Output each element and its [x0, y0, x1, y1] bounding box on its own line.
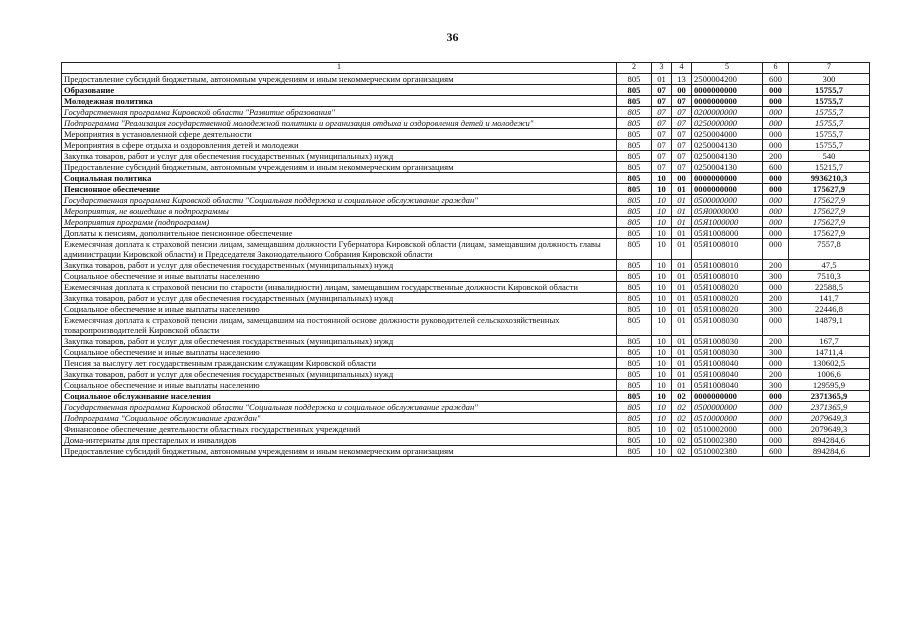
- row-subsection-cell: 07: [672, 118, 692, 129]
- row-section-cell: 10: [652, 217, 672, 228]
- row-code-grbs-cell: 805: [617, 173, 652, 184]
- row-amount-cell: 15755,7: [789, 96, 870, 107]
- table-row: [62, 380, 870, 391]
- row-code-grbs-cell: 805: [617, 228, 652, 239]
- row-subsection-cell: 01: [672, 336, 692, 347]
- row-expense-type-cell: 000: [763, 228, 789, 239]
- row-target-article-cell: 05Я1008040: [692, 380, 763, 391]
- row-subsection-cell: 01: [672, 206, 692, 217]
- row-code-grbs-cell: 805: [617, 315, 652, 336]
- row-subsection-cell: 01: [672, 271, 692, 282]
- table-row: [62, 96, 870, 107]
- table-row: [62, 424, 870, 435]
- row-name-cell: Социальное обеспечение и иные выплаты населению: [62, 271, 617, 282]
- row-subsection-cell: 07: [672, 129, 692, 140]
- row-expense-type-cell: 200: [763, 369, 789, 380]
- header-cell: 4: [672, 63, 692, 74]
- table-row: [62, 162, 870, 173]
- row-target-article-cell: 0250004000: [692, 129, 763, 140]
- table-row: [62, 282, 870, 293]
- row-amount-cell: 15755,7: [789, 140, 870, 151]
- row-expense-type-cell: 600: [763, 162, 789, 173]
- row-section-cell: 10: [652, 173, 672, 184]
- row-name-cell: Государственная программа Кировской области "Развитие образования": [62, 107, 617, 118]
- table-row: [62, 260, 870, 271]
- row-target-article-cell: 05Я1008030: [692, 336, 763, 347]
- row-subsection-cell: 07: [672, 96, 692, 107]
- row-amount-cell: 2079649,3: [789, 413, 870, 424]
- row-section-cell: 10: [652, 424, 672, 435]
- row-subsection-cell: 01: [672, 358, 692, 369]
- row-name-cell: Государственная программа Кировской области "Социальная поддержка и социальное обслуживание граждан": [62, 402, 617, 413]
- row-amount-cell: 894284,6: [789, 446, 870, 457]
- row-target-article-cell: 0510000000: [692, 413, 763, 424]
- row-amount-cell: 22588,5: [789, 282, 870, 293]
- row-subsection-cell: 01: [672, 260, 692, 271]
- row-code-grbs-cell: 805: [617, 435, 652, 446]
- row-amount-cell: 15755,7: [789, 107, 870, 118]
- row-amount-cell: 130602,5: [789, 358, 870, 369]
- row-name-cell: Мероприятия в сфере отдыха и оздоровления детей и молодежи: [62, 140, 617, 151]
- row-name-cell: Закупка товаров, работ и услуг для обеспечения государственных (муниципальных) нужд: [62, 336, 617, 347]
- row-name-cell: Мероприятия в установленной сфере деятельности: [62, 129, 617, 140]
- row-code-grbs-cell: 805: [617, 140, 652, 151]
- table-row: [62, 446, 870, 457]
- row-name-cell: Дома-интернаты для престарелых и инвалидов: [62, 435, 617, 446]
- row-name-cell: Пенсия за выслугу лет государственным гражданским служащим Кировской области: [62, 358, 617, 369]
- row-section-cell: 07: [652, 96, 672, 107]
- row-amount-cell: 300: [789, 74, 870, 85]
- row-target-article-cell: 05Я1008010: [692, 271, 763, 282]
- row-name-cell: Доплаты к пенсиям, дополнительное пенсионное обеспечение: [62, 228, 617, 239]
- row-section-cell: 10: [652, 184, 672, 195]
- row-section-cell: 10: [652, 347, 672, 358]
- row-expense-type-cell: 000: [763, 435, 789, 446]
- row-expense-type-cell: 300: [763, 304, 789, 315]
- table-row: [62, 151, 870, 162]
- row-code-grbs-cell: 805: [617, 358, 652, 369]
- row-expense-type-cell: 300: [763, 380, 789, 391]
- row-target-article-cell: 0250004130: [692, 162, 763, 173]
- table-row: [62, 140, 870, 151]
- row-amount-cell: 15755,7: [789, 129, 870, 140]
- row-expense-type-cell: 000: [763, 184, 789, 195]
- table-row: [62, 195, 870, 206]
- row-target-article-cell: 05Я1000000: [692, 217, 763, 228]
- row-code-grbs-cell: 805: [617, 347, 652, 358]
- row-code-grbs-cell: 805: [617, 391, 652, 402]
- row-name-cell: Молодежная политика: [62, 96, 617, 107]
- row-subsection-cell: 00: [672, 173, 692, 184]
- row-section-cell: 10: [652, 195, 672, 206]
- row-section-cell: 10: [652, 239, 672, 260]
- row-target-article-cell: 0510002380: [692, 435, 763, 446]
- row-expense-type-cell: 000: [763, 413, 789, 424]
- row-target-article-cell: 0000000000: [692, 85, 763, 96]
- row-amount-cell: 47,5: [789, 260, 870, 271]
- row-name-cell: Предоставление субсидий бюджетным, автономным учреждениям и иным некоммерческим организациям: [62, 446, 617, 457]
- header-cell: 3: [652, 63, 672, 74]
- table-row: [62, 315, 870, 336]
- row-section-cell: 10: [652, 369, 672, 380]
- row-code-grbs-cell: 805: [617, 206, 652, 217]
- row-section-cell: 10: [652, 260, 672, 271]
- row-target-article-cell: 05Я0000000: [692, 206, 763, 217]
- row-target-article-cell: 05Я1008020: [692, 304, 763, 315]
- row-amount-cell: 2371365,9: [789, 391, 870, 402]
- row-code-grbs-cell: 805: [617, 162, 652, 173]
- row-target-article-cell: 0510002000: [692, 424, 763, 435]
- row-code-grbs-cell: 805: [617, 239, 652, 260]
- row-name-cell: Социальное обеспечение и иные выплаты населению: [62, 347, 617, 358]
- row-code-grbs-cell: 805: [617, 424, 652, 435]
- row-subsection-cell: 02: [672, 435, 692, 446]
- row-target-article-cell: 0250000000: [692, 118, 763, 129]
- row-expense-type-cell: 300: [763, 347, 789, 358]
- row-name-cell: Ежемесячная доплата к страховой пенсии лицам, замещавшим должности Губернатора Кировской области (лицам, замещавшим должность главы администрации Кировской области) и Председателя Законодательного Собрания Кировской области: [62, 239, 617, 260]
- row-section-cell: 07: [652, 140, 672, 151]
- row-expense-type-cell: 000: [763, 239, 789, 260]
- row-subsection-cell: 07: [672, 107, 692, 118]
- row-expense-type-cell: 200: [763, 293, 789, 304]
- row-amount-cell: 540: [789, 151, 870, 162]
- row-amount-cell: 14879,1: [789, 315, 870, 336]
- header-cell: 7: [789, 63, 870, 74]
- row-name-cell: Ежемесячная доплата к страховой пенсии лицам, замещавшим на постоянной основе должности руководителей сельскохозяйственных товаропроизводителей Кировской области: [62, 315, 617, 336]
- row-amount-cell: 141,7: [789, 293, 870, 304]
- table-row: [62, 118, 870, 129]
- table-row: [62, 358, 870, 369]
- row-name-cell: Образование: [62, 85, 617, 96]
- table-row: [62, 184, 870, 195]
- header-cell: 5: [692, 63, 763, 74]
- row-target-article-cell: 0250004130: [692, 151, 763, 162]
- row-section-cell: 10: [652, 336, 672, 347]
- row-name-cell: Мероприятия, не вошедшие в подпрограммы: [62, 206, 617, 217]
- row-amount-cell: 167,7: [789, 336, 870, 347]
- row-target-article-cell: 0000000000: [692, 391, 763, 402]
- header-cell: 1: [62, 63, 617, 74]
- row-expense-type-cell: 000: [763, 217, 789, 228]
- row-expense-type-cell: 000: [763, 402, 789, 413]
- row-amount-cell: 175627,9: [789, 217, 870, 228]
- row-name-cell: Подпрограмма "Социальное обслуживание граждан": [62, 413, 617, 424]
- row-amount-cell: 15755,7: [789, 85, 870, 96]
- row-expense-type-cell: 000: [763, 195, 789, 206]
- row-name-cell: Закупка товаров, работ и услуг для обеспечения государственных (муниципальных) нужд: [62, 151, 617, 162]
- table-row: [62, 173, 870, 184]
- row-code-grbs-cell: 805: [617, 151, 652, 162]
- table-row: [62, 228, 870, 239]
- row-name-cell: Закупка товаров, работ и услуг для обеспечения государственных (муниципальных) нужд: [62, 293, 617, 304]
- row-target-article-cell: 2500004200: [692, 74, 763, 85]
- row-subsection-cell: 02: [672, 402, 692, 413]
- row-section-cell: 07: [652, 107, 672, 118]
- row-expense-type-cell: 600: [763, 446, 789, 457]
- row-code-grbs-cell: 805: [617, 195, 652, 206]
- row-expense-type-cell: 000: [763, 129, 789, 140]
- row-name-cell: Подпрограмма "Реализация государственной молодежной политики и организация отдыха и оздоровления детей и молодежи": [62, 118, 617, 129]
- table-row: [62, 369, 870, 380]
- row-name-cell: Закупка товаров, работ и услуг для обеспечения государственных (муниципальных) нужд: [62, 260, 617, 271]
- row-section-cell: 10: [652, 271, 672, 282]
- row-code-grbs-cell: 805: [617, 380, 652, 391]
- table-row: [62, 74, 870, 85]
- table-row: [62, 304, 870, 315]
- row-section-cell: 10: [652, 435, 672, 446]
- row-code-grbs-cell: 805: [617, 107, 652, 118]
- row-subsection-cell: 01: [672, 239, 692, 260]
- row-expense-type-cell: 000: [763, 206, 789, 217]
- header-cell: 6: [763, 63, 789, 74]
- table-header-row: [62, 63, 870, 74]
- row-expense-type-cell: 000: [763, 424, 789, 435]
- row-section-cell: 10: [652, 228, 672, 239]
- row-subsection-cell: 01: [672, 347, 692, 358]
- row-code-grbs-cell: 805: [617, 304, 652, 315]
- row-section-cell: 10: [652, 293, 672, 304]
- row-target-article-cell: 0510002380: [692, 446, 763, 457]
- row-target-article-cell: 05Я1008040: [692, 358, 763, 369]
- budget-table: [61, 62, 870, 457]
- row-name-cell: Социальное обслуживание населения: [62, 391, 617, 402]
- row-section-cell: 07: [652, 151, 672, 162]
- table-row: [62, 206, 870, 217]
- row-amount-cell: 14711,4: [789, 347, 870, 358]
- row-code-grbs-cell: 805: [617, 282, 652, 293]
- row-amount-cell: 894284,6: [789, 435, 870, 446]
- table-row: [62, 435, 870, 446]
- row-name-cell: Предоставление субсидий бюджетным, автономным учреждениям и иным некоммерческим организациям: [62, 162, 617, 173]
- row-code-grbs-cell: 805: [617, 402, 652, 413]
- row-code-grbs-cell: 805: [617, 184, 652, 195]
- row-subsection-cell: 07: [672, 151, 692, 162]
- row-expense-type-cell: 000: [763, 282, 789, 293]
- row-code-grbs-cell: 805: [617, 129, 652, 140]
- row-section-cell: 01: [652, 74, 672, 85]
- row-subsection-cell: 01: [672, 217, 692, 228]
- row-amount-cell: 2371365,9: [789, 402, 870, 413]
- table-row: [62, 347, 870, 358]
- row-target-article-cell: 05Я1008030: [692, 315, 763, 336]
- row-expense-type-cell: 600: [763, 74, 789, 85]
- row-subsection-cell: 01: [672, 315, 692, 336]
- row-subsection-cell: 07: [672, 162, 692, 173]
- row-amount-cell: 9936210,3: [789, 173, 870, 184]
- table-row: [62, 107, 870, 118]
- header-cell: 2: [617, 63, 652, 74]
- row-amount-cell: 175627,9: [789, 228, 870, 239]
- row-amount-cell: 7510,3: [789, 271, 870, 282]
- row-section-cell: 07: [652, 85, 672, 96]
- row-amount-cell: 7557,8: [789, 239, 870, 260]
- row-subsection-cell: 01: [672, 195, 692, 206]
- table-row: [62, 402, 870, 413]
- row-code-grbs-cell: 805: [617, 413, 652, 424]
- row-subsection-cell: 00: [672, 85, 692, 96]
- row-code-grbs-cell: 805: [617, 260, 652, 271]
- row-code-grbs-cell: 805: [617, 336, 652, 347]
- row-code-grbs-cell: 805: [617, 217, 652, 228]
- row-expense-type-cell: 200: [763, 260, 789, 271]
- row-code-grbs-cell: 805: [617, 85, 652, 96]
- row-amount-cell: 2079649,3: [789, 424, 870, 435]
- row-subsection-cell: 02: [672, 391, 692, 402]
- row-amount-cell: 175627,9: [789, 195, 870, 206]
- table-row: [62, 413, 870, 424]
- table-row: [62, 336, 870, 347]
- table-row: [62, 271, 870, 282]
- row-subsection-cell: 02: [672, 424, 692, 435]
- row-target-article-cell: 0500000000: [692, 195, 763, 206]
- table-row: [62, 217, 870, 228]
- row-name-cell: Пенсионное обеспечение: [62, 184, 617, 195]
- row-section-cell: 07: [652, 118, 672, 129]
- row-name-cell: Ежемесячная доплата к страховой пенсии по старости (инвалидности) лицам, замещавшим государственные должности Кировской области: [62, 282, 617, 293]
- row-code-grbs-cell: 805: [617, 118, 652, 129]
- row-section-cell: 10: [652, 413, 672, 424]
- row-code-grbs-cell: 805: [617, 74, 652, 85]
- row-target-article-cell: 0000000000: [692, 173, 763, 184]
- table-row: [62, 239, 870, 260]
- budget-table-body: [62, 63, 870, 457]
- row-code-grbs-cell: 805: [617, 271, 652, 282]
- row-target-article-cell: 05Я1008020: [692, 293, 763, 304]
- row-amount-cell: 15755,7: [789, 118, 870, 129]
- row-subsection-cell: 01: [672, 293, 692, 304]
- row-amount-cell: 175627,9: [789, 206, 870, 217]
- row-section-cell: 10: [652, 206, 672, 217]
- row-subsection-cell: 07: [672, 140, 692, 151]
- row-subsection-cell: 01: [672, 282, 692, 293]
- row-target-article-cell: 05Я1008010: [692, 260, 763, 271]
- row-expense-type-cell: 200: [763, 151, 789, 162]
- row-code-grbs-cell: 805: [617, 369, 652, 380]
- table-row: [62, 85, 870, 96]
- row-amount-cell: 15215,7: [789, 162, 870, 173]
- row-expense-type-cell: 000: [763, 85, 789, 96]
- row-subsection-cell: 01: [672, 184, 692, 195]
- row-name-cell: Финансовое обеспечение деятельности областных государственных учреждений: [62, 424, 617, 435]
- row-expense-type-cell: 000: [763, 96, 789, 107]
- row-section-cell: 10: [652, 315, 672, 336]
- row-target-article-cell: 05Я1008020: [692, 282, 763, 293]
- row-expense-type-cell: 000: [763, 118, 789, 129]
- row-target-article-cell: 05Я1008040: [692, 369, 763, 380]
- row-amount-cell: 175627,9: [789, 184, 870, 195]
- row-subsection-cell: 01: [672, 380, 692, 391]
- row-section-cell: 10: [652, 402, 672, 413]
- row-section-cell: 10: [652, 304, 672, 315]
- row-subsection-cell: 01: [672, 228, 692, 239]
- row-target-article-cell: 0000000000: [692, 96, 763, 107]
- row-target-article-cell: 05Я1008030: [692, 347, 763, 358]
- row-target-article-cell: 0250004130: [692, 140, 763, 151]
- row-expense-type-cell: 000: [763, 315, 789, 336]
- row-section-cell: 07: [652, 129, 672, 140]
- row-expense-type-cell: 000: [763, 173, 789, 184]
- table-row: [62, 391, 870, 402]
- row-name-cell: Закупка товаров, работ и услуг для обеспечения государственных (муниципальных) нужд: [62, 369, 617, 380]
- row-target-article-cell: 05Я1008000: [692, 228, 763, 239]
- row-target-article-cell: 0200000000: [692, 107, 763, 118]
- row-subsection-cell: 02: [672, 413, 692, 424]
- row-code-grbs-cell: 805: [617, 293, 652, 304]
- row-subsection-cell: 02: [672, 446, 692, 457]
- row-section-cell: 10: [652, 391, 672, 402]
- table-row: [62, 129, 870, 140]
- row-code-grbs-cell: 805: [617, 446, 652, 457]
- row-expense-type-cell: 300: [763, 271, 789, 282]
- row-target-article-cell: 05Я1008010: [692, 239, 763, 260]
- row-expense-type-cell: 200: [763, 336, 789, 347]
- row-subsection-cell: 01: [672, 369, 692, 380]
- row-name-cell: Предоставление субсидий бюджетным, автономным учреждениям и иным некоммерческим организациям: [62, 74, 617, 85]
- row-expense-type-cell: 000: [763, 107, 789, 118]
- row-expense-type-cell: 000: [763, 391, 789, 402]
- row-name-cell: Социальное обеспечение и иные выплаты населению: [62, 304, 617, 315]
- row-expense-type-cell: 000: [763, 140, 789, 151]
- row-name-cell: Социальное обеспечение и иные выплаты населению: [62, 380, 617, 391]
- row-section-cell: 10: [652, 446, 672, 457]
- row-amount-cell: 129595,9: [789, 380, 870, 391]
- row-amount-cell: 22446,8: [789, 304, 870, 315]
- row-name-cell: Социальная политика: [62, 173, 617, 184]
- row-name-cell: Государственная программа Кировской области "Социальная поддержка и социальное обслуживание граждан": [62, 195, 617, 206]
- page-number: 36: [446, 30, 459, 44]
- row-section-cell: 10: [652, 380, 672, 391]
- row-name-cell: Мероприятия программ (подпрограмм): [62, 217, 617, 228]
- row-subsection-cell: 13: [672, 74, 692, 85]
- row-section-cell: 10: [652, 282, 672, 293]
- row-subsection-cell: 01: [672, 304, 692, 315]
- row-expense-type-cell: 000: [763, 358, 789, 369]
- row-section-cell: 10: [652, 358, 672, 369]
- row-section-cell: 07: [652, 162, 672, 173]
- row-code-grbs-cell: 805: [617, 96, 652, 107]
- row-target-article-cell: 0000000000: [692, 184, 763, 195]
- row-amount-cell: 1006,6: [789, 369, 870, 380]
- table-row: [62, 293, 870, 304]
- row-target-article-cell: 0500000000: [692, 402, 763, 413]
